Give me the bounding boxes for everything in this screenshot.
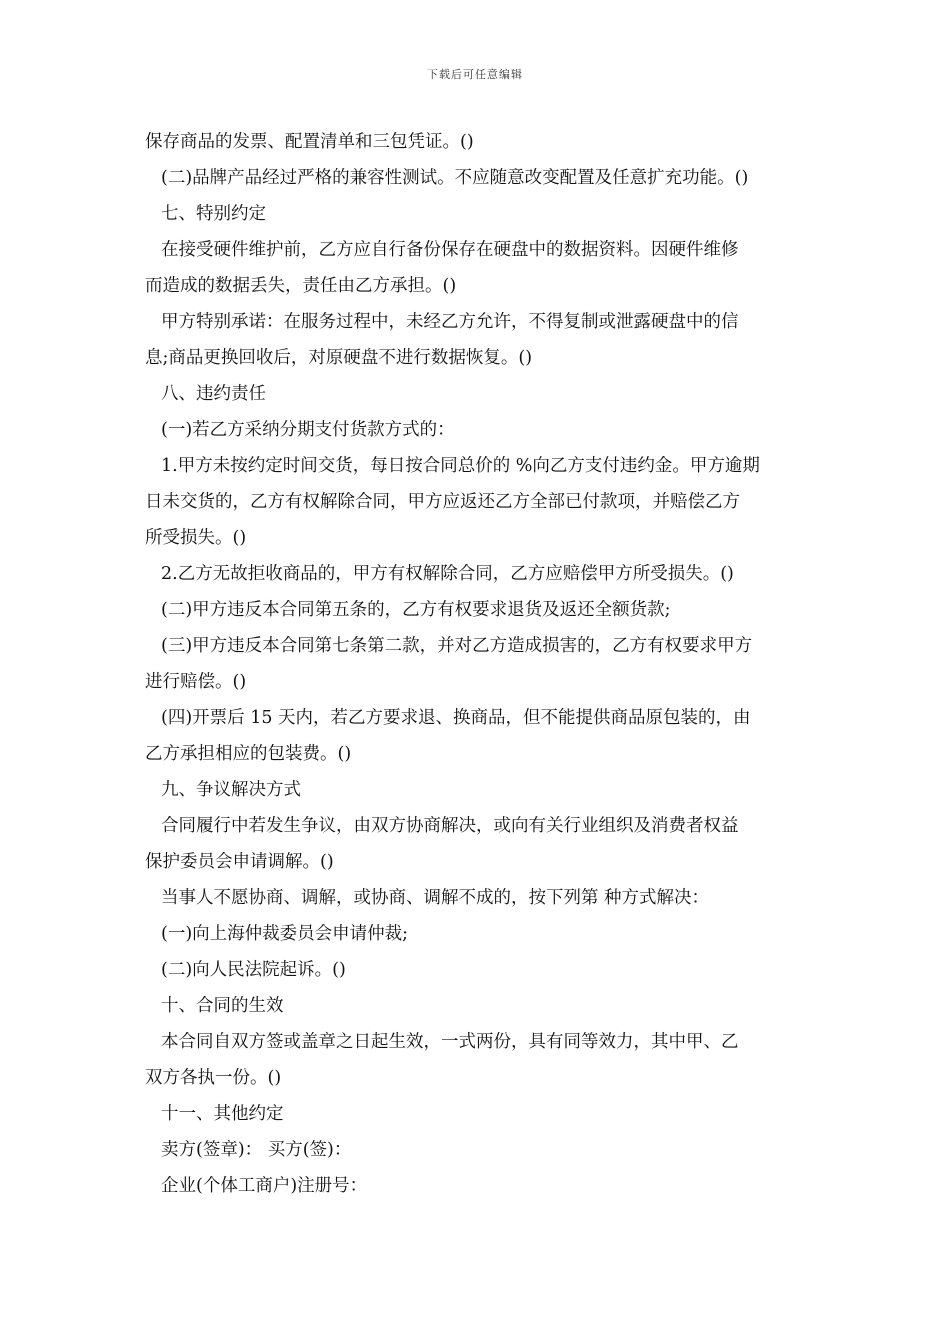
document-line: 企业(个体工商户)注册号： (161, 1176, 368, 1196)
document-line: 1.甲方未按约定时间交货，每日按合同总价的 %向乙方支付违约金。甲方逾期 (161, 456, 760, 476)
document-line: 保存商品的发票、配置清单和三包凭证。() (145, 132, 474, 152)
document-line: 在接受硬件维护前，乙方应自行备份保存在硬盘中的数据资料。因硬件维修 (161, 240, 739, 260)
document-line: 日未交货的，乙方有权解除合同，甲方应返还乙方全部已付款项，并赔偿乙方 (145, 492, 740, 512)
document-line: 七、特别约定 (161, 204, 266, 224)
document-line: (三)甲方违反本合同第七条第二款，并对乙方造成损害的，乙方有权要求甲方 (161, 636, 753, 656)
document-body (145, 124, 810, 1204)
document-line: 十、合同的生效 (161, 996, 284, 1016)
document-line: 而造成的数据丢失，责任由乙方承担。() (145, 276, 457, 296)
document-line: 乙方承担相应的包装费。() (145, 744, 352, 764)
document-line: (四)开票后 15 天内，若乙方要求退、换商品，但不能提供商品原包装的，由 (161, 708, 751, 728)
document-line: (一)向上海仲裁委员会申请仲裁; (161, 924, 409, 944)
document-line: 所受损失。() (145, 528, 247, 548)
document-line: 进行赔偿。() (145, 672, 247, 692)
document-line: 十一、其他约定 (161, 1104, 284, 1124)
document-line: 息;商品更换回收后，对原硬盘不进行数据恢复。() (145, 348, 533, 368)
document-line: 2.乙方无故拒收商品的，甲方有权解除合同，乙方应赔偿甲方所受损失。() (161, 564, 734, 584)
document-line: (一)若乙方采纳分期支付货款方式的： (161, 420, 455, 440)
document-line: 本合同自双方签或盖章之日起生效，一式两份，具有同等效力，其中甲、乙 (161, 1032, 739, 1052)
document-line: (二)向人民法院起诉。() (161, 960, 346, 980)
document-line: 双方各执一份。() (145, 1068, 282, 1088)
page-header: 下载后可任意编辑 (427, 68, 523, 81)
document-line: 九、争议解决方式 (161, 780, 301, 800)
document-line: 卖方(签章)： 买方(签)： (161, 1140, 352, 1160)
document-line: (二)甲方违反本合同第五条的，乙方有权要求退货及返还全额货款; (161, 600, 671, 620)
document-line: (二)品牌产品经过严格的兼容性测试。不应随意改变配置及任意扩充功能。() (161, 168, 749, 188)
document-line: 甲方特别承诺：在服务过程中，未经乙方允许，不得复制或泄露硬盘中的信 (161, 312, 739, 332)
document-line: 当事人不愿协商、调解，或协商、调解不成的，按下列第 种方式解决： (161, 888, 710, 908)
document-line: 合同履行中若发生争议，由双方协商解决，或向有关行业组织及消费者权益 (161, 816, 739, 836)
document-line: 保护委员会申请调解。() (145, 852, 334, 872)
document-line: 八、违约责任 (161, 384, 266, 404)
